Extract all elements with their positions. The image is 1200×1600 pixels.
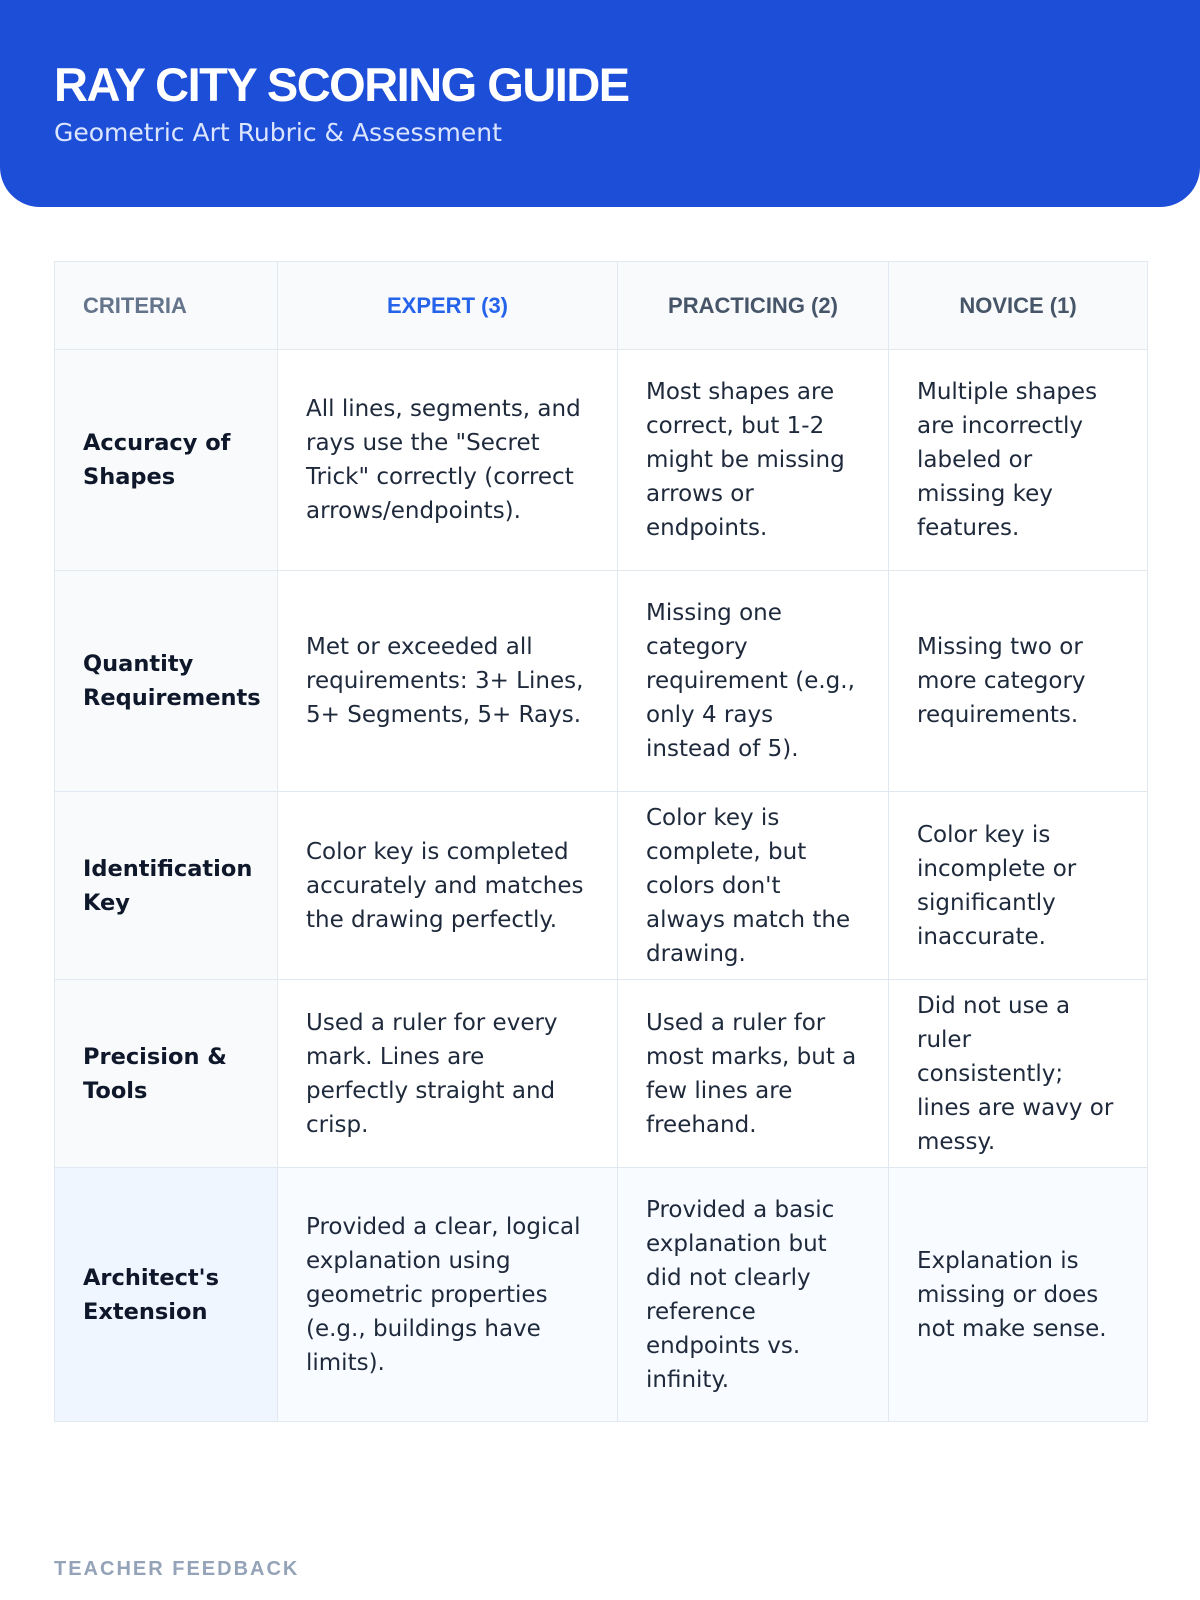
- expert-cell: Provided a clear, logical explanation using geometric properties (e.g., buildings have limits).: [278, 1168, 618, 1422]
- practicing-cell: Most shapes are correct, but 1-2 might be missing arrows or endpoints.: [618, 350, 889, 571]
- criteria-cell: Accuracy of Shapes: [55, 350, 278, 571]
- table-row: [55, 350, 1148, 571]
- criteria-cell: Quantity Requirements: [55, 571, 278, 792]
- table-row: [55, 792, 1148, 980]
- novice-cell: Multiple shapes are incorrectly labeled or missing key features.: [889, 350, 1148, 571]
- table-row: [55, 571, 1148, 792]
- practicing-cell: Missing one category requirement (e.g., only 4 rays instead of 5).: [618, 571, 889, 792]
- expert-cell: Used a ruler for every mark. Lines are perfectly straight and crisp.: [278, 980, 618, 1168]
- expert-cell: Color key is completed accurately and matches the drawing perfectly.: [278, 792, 618, 980]
- rubric-table: [54, 261, 1148, 1422]
- page-subtitle: Geometric Art Rubric & Assessment: [54, 118, 502, 147]
- novice-cell: Missing two or more category requirements.: [889, 571, 1148, 792]
- page-title: RAY CITY SCORING GUIDE: [54, 58, 629, 111]
- header-row: [55, 262, 1148, 350]
- practicing-cell: Color key is complete, but colors don't always match the drawing.: [618, 792, 889, 980]
- criteria-cell: Identification Key: [55, 792, 278, 980]
- column-header-practicing: PRACTICING (2): [618, 262, 889, 350]
- practicing-cell: Provided a basic explanation but did not clearly reference endpoints vs. infinity.: [618, 1168, 889, 1422]
- novice-cell: Color key is incomplete or significantly inaccurate.: [889, 792, 1148, 980]
- table-row: [55, 980, 1148, 1168]
- page-header: [0, 0, 1200, 207]
- expert-cell: Met or exceeded all requirements: 3+ Lines, 5+ Segments, 5+ Rays.: [278, 571, 618, 792]
- table-row: [55, 1168, 1148, 1422]
- column-header-criteria: CRITERIA: [55, 262, 278, 350]
- novice-cell: Did not use a ruler consistently; lines are wavy or messy.: [889, 980, 1148, 1168]
- criteria-cell: Architect's Extension: [55, 1168, 278, 1422]
- column-header-expert: EXPERT (3): [278, 262, 618, 350]
- expert-cell: All lines, segments, and rays use the "Secret Trick" correctly (correct arrows/endpoints).: [278, 350, 618, 571]
- novice-cell: Explanation is missing or does not make sense.: [889, 1168, 1148, 1422]
- practicing-cell: Used a ruler for most marks, but a few lines are freehand.: [618, 980, 889, 1168]
- criteria-cell: Precision & Tools: [55, 980, 278, 1168]
- column-header-novice: NOVICE (1): [889, 262, 1148, 350]
- teacher-feedback-label: TEACHER FEEDBACK: [54, 1558, 300, 1580]
